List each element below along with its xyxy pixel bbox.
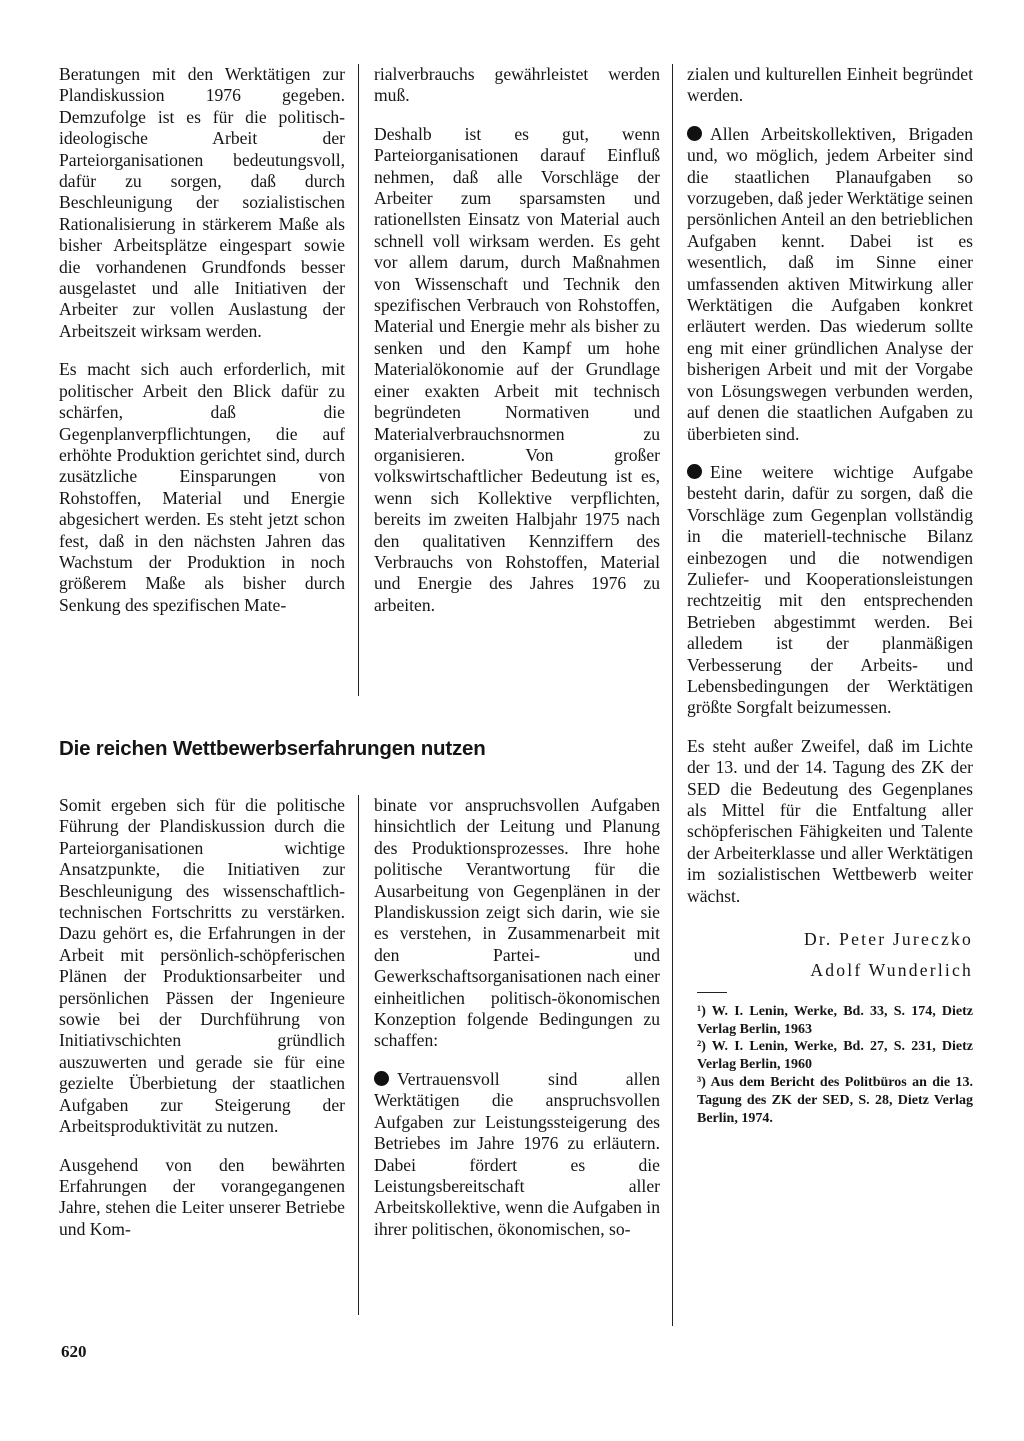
- bullet-text: Eine weitere wichtige Aufgabe besteht darin, dafür zu sorgen, daß die Vorschläge zum Gegenplan vollständig in die materiell-technische Bilanz einbezogen und die notwendigen Zuliefer- und Kooperationsleistungen rechtzeitig mit den entsprechenden Betrieben abgestimmt werden. Bei alledem ist der planmäßigen Verbesserung der Arbeits- und Lebensbedingungen der Werktätigen größte Sorgfalt beizumessen.: [687, 461, 973, 718]
- paragraph: rialverbrauchs gewährleistet werden muß.: [374, 64, 660, 106]
- footnote: ²) W. I. Lenin, Werke, Bd. 27, S. 231, Dietz Verlag Berlin, 1960: [697, 1039, 973, 1073]
- top-column-1: [59, 64, 345, 616]
- bullet-paragraph: [687, 462, 973, 719]
- author-signatures: [687, 929, 973, 982]
- bullet-text: Allen Arbeitskollektiven, Brigaden und, wo möglich, jedem Arbeiter sind die staatlichen Planaufgaben so vorzugeben, daß jeder Werktätige seinen persönlichen Anteil an den betrieblichen Aufgaben kennt. Dabei ist es wesentlich, daß im Sinne einer umfassenden aktiven Mitwirkung aller Werktätigen die Aufgaben konkret erläutert werden. Das wiederum sollte eng mit einer gründlichen Analyse der bisherigen Arbeit und mit der Vorgabe von Lösungswegen verbunden werden, auf denen die staatlichen Aufgaben zu überbieten sind.: [687, 123, 973, 444]
- paragraph: Deshalb ist es gut, wenn Parteiorganisationen darauf Einfluß nehmen, daß alle Vorschläge der Arbeiter zum sparsamsten und rationellsten Einsatz von Material auch schnell voll wirksam werden. Es geht vor allem darum, durch Maßnahmen von Wissenschaft und Technik den spezifischen Verbrauch von Rohstoffen, Material und Energie mehr als bisher zu senken und den Kampf um hohe Materialökonomie auf der Grundlage einer exakten Arbeit mit technisch begründeten Normativen und Materialverbrauchsnormen zu organisieren. Von großer volkswirtschaftlicher Bedeutung ist es, wenn sich Kollektive verpflichten, bereits im zweiten Halbjahr 1975 nach den qualitativen Kennziffern des Verbrauchs von Rohstoffen, Material und Energie des Jahres 1976 zu arbeiten.: [374, 123, 660, 615]
- bullet-text: Vertrauensvoll sind allen Werktätigen die anspruchsvollen Aufgaben zur Leistungssteigerung des Betriebes im Jahre 1976 zu erläutern. Dabei fördert es die Leistungsbereitschaft aller Arbeitskollektive, wenn die Aufgaben in ihrer politischen, ökonomischen, so-: [374, 1068, 660, 1239]
- bullet-paragraph: [687, 124, 973, 445]
- footnotes: [687, 1003, 973, 1128]
- paragraph: zialen und kulturellen Einheit begründet werden.: [687, 64, 973, 106]
- author-name: Adolf Wunderlich: [810, 960, 973, 981]
- bullet-icon: [687, 464, 702, 479]
- bullet-icon: [687, 126, 702, 141]
- column-rule-bottom: [358, 795, 359, 1315]
- bullet-paragraph: [374, 1069, 660, 1240]
- bullet-icon: [374, 1071, 389, 1086]
- column-rule-top: [358, 64, 359, 696]
- author-name: Dr. Peter Jureczko: [803, 929, 973, 950]
- paragraph: Es steht außer Zweifel, daß im Lichte der 13. und der 14. Tagung des ZK der SED die Bedeutung des Gegenplanes als Mittel für die Entfaltung aller schöpferischen Fähigkeiten und Talente der Arbeiterklasse und aller Werktätigen im sozialistischen Wettbewerb weiter wächst.: [687, 735, 973, 906]
- column-rule-right: [672, 64, 673, 1326]
- bottom-column-2: [374, 795, 660, 1240]
- bottom-column-1: [59, 795, 345, 1240]
- footnote-rule: [697, 992, 727, 993]
- paragraph: Somit ergeben sich für die politische Führung der Plandiskussion durch die Parteiorganisationen wichtige Ansatzpunkte, die Initiativen zur Beschleunigung des wissenschaftlich-technischen Fortschritts zu verstärken. Dazu gehört es, die Erfahrungen in der Arbeit mit persönlich-schöpferischen Plänen der Produktionsarbeiter und persönlichen Pässen der Ingenieure sowie bei der Durchführung von Initiativschichten gründlich auszuwerten und gerade sie für eine gezielte Überbietung der staatlichen Aufgaben zur Steigerung der Arbeitsproduktivität zu nutzen.: [59, 795, 345, 1137]
- right-column: [687, 64, 973, 1127]
- paragraph: Ausgehend von den bewährten Erfahrungen der vorangegangenen Jahre, stehen die Leiter unserer Betriebe und Kom-: [59, 1154, 345, 1239]
- section-heading: Die reichen Wettbewerbserfahrungen nutzen: [59, 737, 486, 760]
- paragraph: binate vor anspruchsvollen Aufgaben hinsichtlich der Leitung und Planung des Produktionsprozesses. Ihre hohe politische Verantwortung für die Ausarbeitung von Gegenplänen in der Plandiskussion zeigt sich darin, wie sie es verstehen, in Zusammenarbeit mit den Partei- und Gewerkschaftsorganisationen nach einer einheitlichen politisch-ökonomischen Konzeption folgende Bedingungen zu schaffen:: [374, 795, 660, 1051]
- paragraph: Es macht sich auch erforderlich, mit politischer Arbeit den Blick dafür zu schärfen, daß die Gegenplanverpflichtungen, die auf erhöhte Produktion gerichtet sind, durch zusätzliche Einsparungen von Rohstoffen, Material und Energie abgesichert werden. Es steht jetzt schon fest, daß in den nächsten Jahren das Wachstum der Produktion in noch größerem Maße als bisher durch Senkung des spezifischen Mate-: [59, 359, 345, 615]
- paragraph: Beratungen mit den Werktätigen zur Plandiskussion 1976 gegeben. Demzufolge ist es für die politisch-ideologische Arbeit der Parteiorganisationen bedeutungsvoll, dafür zu sorgen, daß durch Beschleunigung der sozialistischen Rationalisierung in stärkerem Maße als bisher Arbeitsplätze eingespart sowie die vorhandenen Grundfonds besser ausgelastet und alle Initiativen der Arbeiter zur vollen Auslastung der Arbeitszeit wirksam werden.: [59, 64, 345, 341]
- footnote: ¹) W. I. Lenin, Werke, Bd. 33, S. 174, Dietz Verlag Berlin, 1963: [697, 1003, 973, 1037]
- top-column-2: [374, 64, 660, 616]
- page-number: 620: [61, 1342, 87, 1361]
- footnote: ³) Aus dem Bericht des Politbüros an die 13. Tagung des ZK der SED, S. 28, Dietz Verlag Berlin, 1974.: [697, 1075, 973, 1126]
